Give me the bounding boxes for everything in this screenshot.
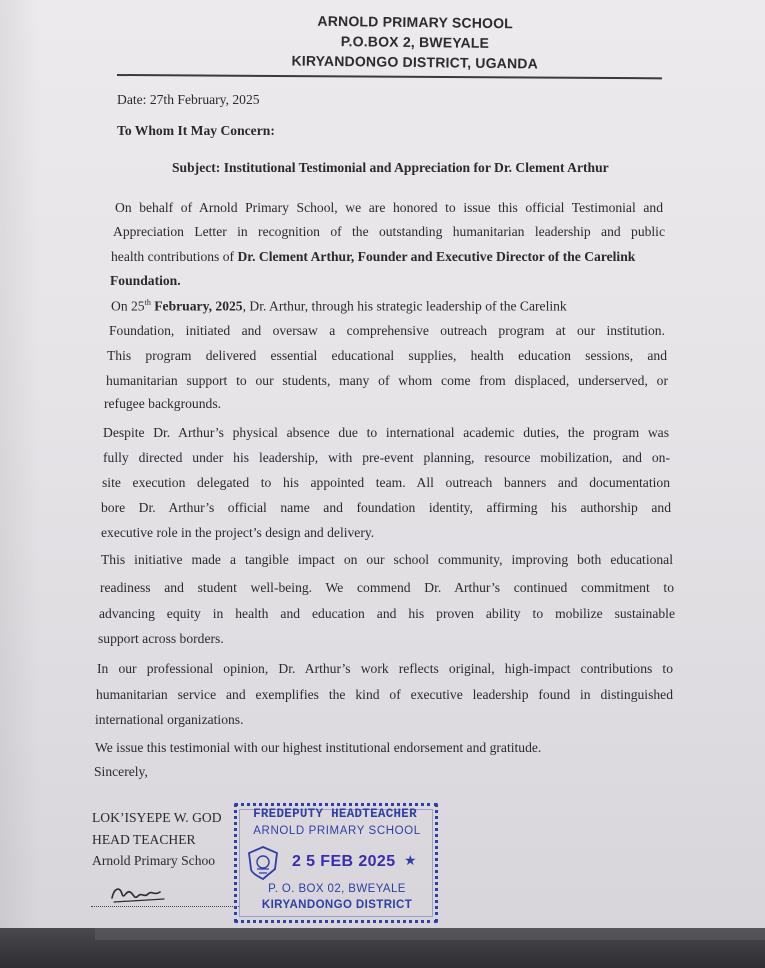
stamp-line-district: KIRYANDONGO DISTRICT xyxy=(261,899,413,911)
signatory-title: HEAD TEACHER xyxy=(92,832,196,847)
p4-line-1: This initiative made a tangible impact on our school community, improving both educational xyxy=(101,552,673,567)
stamp-date: 2 5 FEB 2025 xyxy=(292,853,396,870)
p6-line: We issue this testimonial with our highest institutional endorsement and gratitude. xyxy=(95,740,542,755)
signatory-org: Arnold Primary Schoo xyxy=(92,853,216,868)
letter-subject: Subject: Institutional Testimonial and Appreciation for Dr. Clement Arthur xyxy=(172,160,609,175)
p3-line-5: executive role in the project’s design and delivery. xyxy=(101,525,375,540)
p5-line-2: humanitarian service and exemplifies the kind of executive leadership found in distinguished xyxy=(96,687,673,702)
signature-line xyxy=(91,906,239,907)
stamp-line-pobox: P. O. BOX 02, BWEYALE xyxy=(268,883,406,895)
p1-line-3: health contributions of Dr. Clement Arthur, Founder and Executive Director of the Carelink xyxy=(111,249,636,264)
p2-line-1: On 25th February, 2025, Dr. Arthur, through his strategic leadership of the Carelink xyxy=(111,298,567,314)
p4-line-3: advancing equity in health and education and his proven ability to mobilize sustainable xyxy=(99,606,675,621)
letter-date: Date: 27th February, 2025 xyxy=(117,92,260,107)
handwritten-signature xyxy=(108,880,168,908)
closing: Sincerely, xyxy=(94,764,148,779)
stamp-line-deputy: FREDEPUTY HEADTEACHER xyxy=(253,807,417,821)
p3-line-3: site execution delegated to his appointed team. All outreach banners and documentation xyxy=(102,475,670,490)
letterhead-divider xyxy=(117,74,662,79)
school-name: ARNOLD PRIMARY SCHOOL xyxy=(317,12,514,32)
photo-bottom-edge-highlight xyxy=(95,928,765,940)
p3-line-2: fully directed under his leadership, with pre-event planning, resource mobilization, and on- xyxy=(103,450,670,465)
p2-line-5: refugee backgrounds. xyxy=(104,396,222,411)
p1-line-2: Appreciation Letter in recognition of the outstanding humanitarian leadership and public xyxy=(113,224,665,239)
p4-line-4: support across borders. xyxy=(98,631,224,646)
p5-line-3: international organizations. xyxy=(95,712,244,727)
p2-line-2: Foundation, initiated and oversaw a comprehensive outreach program at our institution. xyxy=(109,323,665,338)
p4-line-2: readiness and student well-being. We commend Dr. Arthur’s continued commitment to xyxy=(100,580,674,595)
p1-line-4: Foundation. xyxy=(110,273,181,288)
school-po-box: P.O.BOX 2, BWEYALE xyxy=(340,33,490,51)
letter-salutation: To Whom It May Concern: xyxy=(117,123,275,138)
p1-line-1: On behalf of Arnold Primary School, we are honored to issue this official Testimonial and xyxy=(115,200,663,215)
signatory-name: LOK’ISYEPE W. GOD xyxy=(92,810,222,825)
p5-line-1: In our professional opinion, Dr. Arthur’s work reflects original, high-impact contributions to xyxy=(97,661,673,676)
page-shadow xyxy=(0,0,40,968)
p2-line-4: humanitarian support to our students, many of whom come from displaced, underserved, or xyxy=(106,373,668,388)
p3-line-1: Despite Dr. Arthur’s physical absence due to international academic duties, the program was xyxy=(103,425,669,440)
stamp-star-icon: ★ xyxy=(404,852,417,868)
school-district: KIRYANDONGO DISTRICT, UGANDA xyxy=(291,52,539,72)
stamp-line-school: ARNOLD PRIMARY SCHOOL xyxy=(253,825,421,837)
p3-line-4: bore Dr. Arthur’s official name and foundation identity, affirming his authorship and xyxy=(101,500,671,515)
official-stamp xyxy=(234,803,438,923)
letterhead xyxy=(250,10,581,74)
school-crest-icon xyxy=(246,845,280,881)
p2-line-3: This program delivered essential educational supplies, health education sessions, and xyxy=(107,348,667,363)
